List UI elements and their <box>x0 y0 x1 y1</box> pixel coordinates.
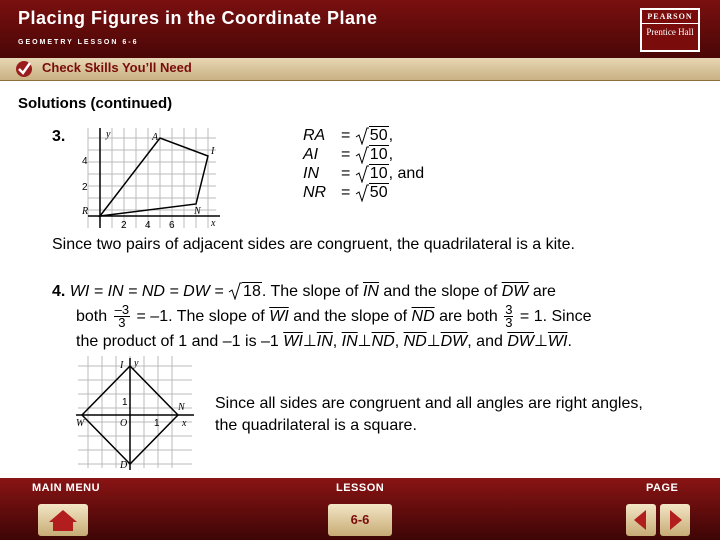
problem-4-text <box>52 279 672 354</box>
segment-label: WI <box>283 333 303 351</box>
square-graph <box>74 356 196 472</box>
radicand: 18 <box>243 283 261 300</box>
point-d-label: D <box>120 460 128 471</box>
x-tick-2: 2 <box>121 220 127 231</box>
home-button[interactable] <box>38 504 88 536</box>
arrow-right-icon <box>660 504 690 536</box>
page-label: PAGE <box>646 482 679 494</box>
text-run: and <box>476 333 503 351</box>
segment-label: WI <box>269 308 289 325</box>
point-i-label: I <box>211 146 215 157</box>
equation-tail: , <box>388 127 394 144</box>
equation-tail: , and <box>388 165 425 182</box>
home-icon <box>38 504 88 536</box>
check-skills-label: Check Skills You’ll Need <box>42 60 192 75</box>
previous-page-button[interactable] <box>626 504 656 536</box>
text-run: are <box>528 283 556 300</box>
segment-label: ND <box>411 308 435 325</box>
lesson-button[interactable]: 6-6 <box>328 504 392 536</box>
equals-sign: = <box>341 184 351 201</box>
point-w-label: W <box>76 418 85 429</box>
axis-y-label: y <box>106 129 111 140</box>
problem-4-number: 4. <box>52 283 66 300</box>
problem-4-line-1 <box>52 279 672 304</box>
problem-4-line-2 <box>52 304 672 329</box>
segment-label: ND <box>371 333 395 351</box>
equation-lhs: AI <box>303 146 319 163</box>
axis-y-label: y <box>134 358 139 369</box>
segment-label: IN <box>316 333 333 351</box>
equals-sign: = <box>341 127 351 144</box>
equation-lhs: RA <box>303 127 326 144</box>
fraction-denominator: 3 <box>505 315 513 331</box>
text-run: . The slope of <box>261 283 363 300</box>
footer-nav <box>0 478 720 540</box>
x-tick-1: 1 <box>154 418 160 429</box>
segment-label: WI <box>547 333 568 351</box>
segment-label: IN <box>362 283 379 300</box>
checkmark-icon <box>16 61 32 77</box>
segment-label: DW <box>440 333 468 351</box>
text-run: . <box>567 333 572 351</box>
text-run: and the slope of <box>378 283 502 300</box>
text-run: both <box>76 308 112 325</box>
point-i-label: I <box>120 360 124 371</box>
equals-sign: = <box>341 165 351 182</box>
equals-sign: = <box>341 146 351 163</box>
point-r-label: R <box>82 206 89 217</box>
main-menu-label: MAIN MENU <box>32 482 101 494</box>
x-tick-4: 4 <box>145 220 151 231</box>
segment-label: ND <box>403 333 427 351</box>
radicand: 50 <box>369 127 388 144</box>
lesson-label: LESSON <box>336 482 385 494</box>
x-tick-6: 6 <box>169 220 175 231</box>
axis-x-label: x <box>211 218 216 229</box>
fraction <box>504 304 513 329</box>
equation-lhs: IN <box>303 165 319 182</box>
section-heading: Solutions (continued) <box>18 95 173 112</box>
square-conclusion: Since all sides are congruent and all angles are right angles, the quadrilateral is a square. <box>215 395 643 434</box>
fraction-numerator: –3 <box>114 302 130 318</box>
kite-graph <box>76 128 226 232</box>
text-run: = –1. The slope of <box>132 308 270 325</box>
perpendicular-symbol: ⊥ <box>302 333 317 351</box>
text-run: = 1. Since <box>515 308 592 325</box>
sqrt-icon <box>355 126 389 145</box>
problem-3-equations <box>303 126 424 202</box>
perpendicular-symbol: ⊥ <box>426 333 441 351</box>
y-tick-4: 4 <box>82 156 88 167</box>
text-run: are both <box>434 308 503 325</box>
check-skills-bar[interactable] <box>0 58 720 81</box>
perpendicular-symbol: ⊥ <box>533 333 548 351</box>
page-subtitle: GEOMETRY LESSON 6-6 <box>18 39 139 46</box>
equation-ra <box>303 126 424 145</box>
fraction-numerator: 3 <box>505 302 513 318</box>
text-run: and the slope of <box>288 308 412 325</box>
point-a-label: A <box>152 132 159 143</box>
logo-top-text: PEARSON <box>642 10 698 24</box>
page-title: Placing Figures in the Coordinate Plane <box>18 8 378 28</box>
problem-4-line-3: the product of 1 and –1 is –1 WI⊥IN, IN⊥ND, ND⊥DW, and DW⊥WI. <box>76 333 572 351</box>
point-o-label: O <box>120 418 128 429</box>
equation-lhs: NR <box>303 184 327 201</box>
header-bar <box>0 0 720 58</box>
segment-label: DW <box>507 333 534 351</box>
radicand: 50 <box>369 184 388 201</box>
text-run: WI = IN = ND = DW = <box>69 283 229 300</box>
segment-label: DW <box>501 283 529 300</box>
sqrt-icon <box>355 145 389 164</box>
radicand: 10 <box>369 146 388 163</box>
logo-bottom-text: Prentice Hall <box>646 27 694 37</box>
equation-in <box>303 164 424 183</box>
fraction-denominator: 3 <box>118 315 126 331</box>
point-n-label: N <box>194 206 201 217</box>
fraction <box>114 304 130 329</box>
radicand: 10 <box>369 165 388 182</box>
perpendicular-symbol: ⊥ <box>357 333 372 351</box>
point-n-label: N <box>178 402 185 413</box>
equation-tail: , <box>388 146 394 163</box>
sqrt-icon <box>355 164 389 183</box>
sqrt-icon <box>355 183 389 202</box>
sqrt-icon <box>228 279 262 304</box>
kite-conclusion: Since two pairs of adjacent sides are congruent, the quadrilateral is a kite. <box>52 236 575 253</box>
axis-x-label: x <box>182 418 187 429</box>
equation-nr <box>303 183 424 202</box>
segment-label: IN <box>341 333 358 351</box>
next-page-button[interactable] <box>660 504 690 536</box>
equation-ai <box>303 145 424 164</box>
y-tick-1: 1 <box>122 397 128 408</box>
arrow-left-icon <box>626 504 656 536</box>
problem-3-number: 3. <box>52 128 66 145</box>
y-tick-2: 2 <box>82 182 88 193</box>
text-run: the product of 1 and –1 is –1 <box>76 333 284 351</box>
pearson-logo <box>640 8 700 52</box>
